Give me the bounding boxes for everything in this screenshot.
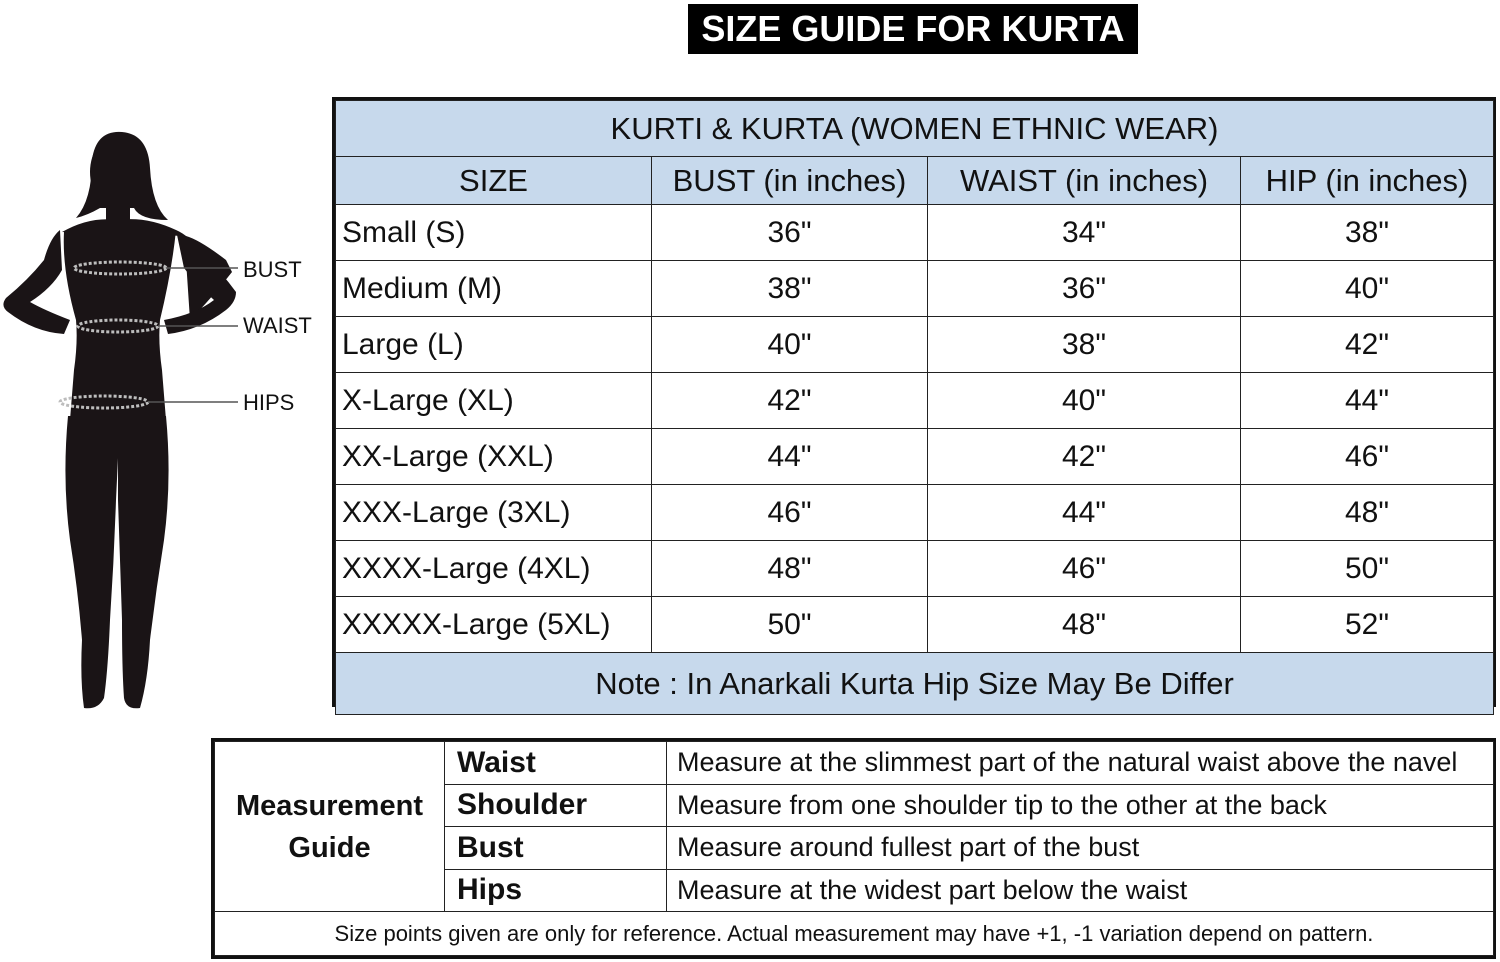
bust-value: 46" — [652, 485, 928, 541]
waist-label: WAIST — [243, 313, 312, 338]
waist-value: 34" — [928, 205, 1241, 261]
female-silhouette-icon — [0, 120, 330, 720]
bust-label: BUST — [243, 257, 302, 282]
bust-value: 40" — [652, 317, 928, 373]
guide-part-waist: Waist — [445, 742, 667, 785]
column-header-waist: WAIST (in inches) — [928, 157, 1241, 205]
size-cell: Medium (M) — [336, 261, 652, 317]
hip-value: 48" — [1241, 485, 1494, 541]
table-row — [336, 429, 1494, 485]
table-row — [336, 541, 1494, 597]
table-note: Note : In Anarkali Kurta Hip Size May Be Differ — [336, 653, 1494, 715]
hip-value: 50" — [1241, 541, 1494, 597]
size-cell: Large (L) — [336, 317, 652, 373]
page-title: SIZE GUIDE FOR KURTA — [688, 4, 1138, 54]
table-row — [336, 261, 1494, 317]
column-header-hip: HIP (in inches) — [1241, 157, 1494, 205]
measurement-guide-title-line2: Guide — [288, 831, 371, 864]
hip-value: 38" — [1241, 205, 1494, 261]
waist-value: 48" — [928, 597, 1241, 653]
guide-desc-bust: Measure around fullest part of the bust — [667, 827, 1494, 870]
hip-value: 52" — [1241, 597, 1494, 653]
measurement-guide-title — [215, 742, 445, 912]
size-cell: Small (S) — [336, 205, 652, 261]
guide-desc-hips: Measure at the widest part below the waist — [667, 869, 1494, 912]
table-row — [336, 317, 1494, 373]
guide-desc-waist: Measure at the slimmest part of the natural waist above the navel — [667, 742, 1494, 785]
waist-value: 40" — [928, 373, 1241, 429]
table-caption: KURTI & KURTA (WOMEN ETHNIC WEAR) — [336, 101, 1494, 157]
column-header-bust: BUST (in inches) — [652, 157, 928, 205]
table-row — [336, 485, 1494, 541]
waist-value: 38" — [928, 317, 1241, 373]
hip-value: 42" — [1241, 317, 1494, 373]
body-silhouette-figure — [0, 120, 330, 720]
table-row — [336, 373, 1494, 429]
hip-value: 40" — [1241, 261, 1494, 317]
measurement-guide-title-line1: Measurement — [236, 789, 423, 822]
bust-value: 44" — [652, 429, 928, 485]
bust-value: 36" — [652, 205, 928, 261]
size-chart-table — [332, 97, 1496, 707]
size-cell: XXX-Large (3XL) — [336, 485, 652, 541]
table-row — [336, 597, 1494, 653]
measurement-guide-table — [211, 738, 1496, 959]
bust-value: 42" — [652, 373, 928, 429]
hip-value: 46" — [1241, 429, 1494, 485]
table-row — [336, 205, 1494, 261]
waist-value: 36" — [928, 261, 1241, 317]
guide-desc-shoulder: Measure from one shoulder tip to the other at the back — [667, 784, 1494, 827]
size-cell: XXXXX-Large (5XL) — [336, 597, 652, 653]
waist-value: 44" — [928, 485, 1241, 541]
guide-part-hips: Hips — [445, 869, 667, 912]
bust-value: 48" — [652, 541, 928, 597]
guide-footnote: Size points given are only for reference. Actual measurement may have +1, -1 variation depend on pattern. — [215, 912, 1494, 956]
guide-part-shoulder: Shoulder — [445, 784, 667, 827]
size-cell: XX-Large (XXL) — [336, 429, 652, 485]
column-header-size: SIZE — [336, 157, 652, 205]
guide-part-bust: Bust — [445, 827, 667, 870]
bust-value: 38" — [652, 261, 928, 317]
size-cell: X-Large (XL) — [336, 373, 652, 429]
hip-value: 44" — [1241, 373, 1494, 429]
size-cell: XXXX-Large (4XL) — [336, 541, 652, 597]
waist-value: 46" — [928, 541, 1241, 597]
waist-value: 42" — [928, 429, 1241, 485]
hips-label: HIPS — [243, 390, 295, 415]
bust-value: 50" — [652, 597, 928, 653]
